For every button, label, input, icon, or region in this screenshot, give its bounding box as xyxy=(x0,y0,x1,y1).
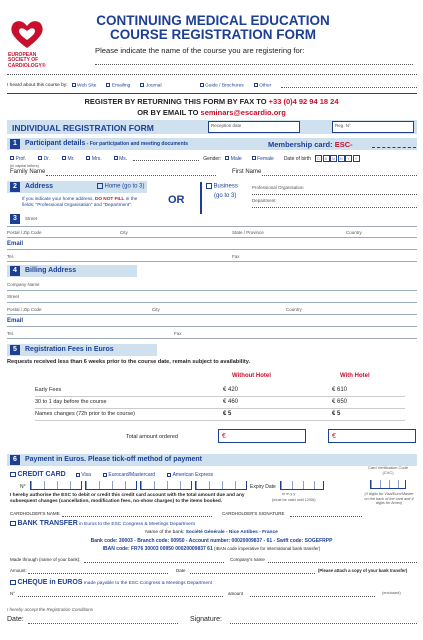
card-digits-group[interactable] xyxy=(140,481,192,490)
section5-num xyxy=(10,345,20,355)
title-mrs[interactable] xyxy=(86,156,101,162)
date-field[interactable] xyxy=(28,623,178,624)
dob-box[interactable]: D xyxy=(323,155,330,162)
cheque-option[interactable] xyxy=(10,579,82,586)
title-mr[interactable] xyxy=(62,156,74,162)
bank-transfer-option[interactable] xyxy=(10,520,78,527)
checkbox-icon[interactable] xyxy=(10,521,16,527)
cheque-label: CHEQUE in EUROS xyxy=(17,579,83,586)
divider xyxy=(7,93,417,94)
gender-male[interactable] xyxy=(225,156,241,162)
total-with-field[interactable] xyxy=(328,429,416,443)
billing-country-label: Country xyxy=(286,307,302,312)
heard-web[interactable] xyxy=(72,83,97,89)
accept-conditions: I hereby accept the Registration Conditions xyxy=(7,607,94,612)
street-label: Street xyxy=(25,216,38,221)
bank-name-label: Name of the bank: xyxy=(145,530,186,535)
bank-name-value: Société Générale - Nice Antibes - France xyxy=(185,530,278,535)
checkbox-icon[interactable] xyxy=(103,473,107,477)
home-label: Home (go to 3) xyxy=(104,183,145,190)
section2-number: 2 xyxy=(10,182,20,192)
title-dr-label: Dr. xyxy=(43,155,50,162)
fees-row xyxy=(35,385,405,397)
billing-tel-label: Tel. xyxy=(7,331,15,336)
business-label: Business xyxy=(213,183,238,190)
cheque-sub: made payable to the ESC Congress & Meetings Department xyxy=(82,581,213,586)
checkbox-icon[interactable] xyxy=(86,156,90,160)
title-prof-label: Prof. xyxy=(15,155,27,162)
billing-city-label: City xyxy=(152,307,160,312)
membership-label: Membership card: xyxy=(268,140,333,149)
gender-female-label: Female xyxy=(257,155,274,162)
vertical-divider xyxy=(200,182,202,214)
subtitle: Please indicate the name of the course you are registering for: xyxy=(95,46,305,55)
fax-number: +33 (0)4 92 94 18 24 xyxy=(268,97,339,106)
bank-name-line xyxy=(0,530,423,536)
membership-field[interactable] xyxy=(372,147,416,148)
checkbox-icon[interactable] xyxy=(38,156,42,160)
email-label: Email xyxy=(7,241,24,247)
reg-label: Reg. N° xyxy=(335,123,351,128)
title-dr[interactable] xyxy=(38,156,50,162)
valid-note: (must be valid until 12/06) xyxy=(272,498,316,502)
bank-code-line: Bank code: 30003 - Branch code: 00950 - Account number: 00020009837 - 61 - Swift code: SOGEFRPP xyxy=(90,538,333,544)
authorisation-text: I hereby authorise the ESC to debit or credit this credit card account with the total amount due and any subsequent changes (cancellation, modification fees, no-show charges) to the items booked. xyxy=(10,493,245,504)
city-label: City xyxy=(120,230,128,235)
bank-date-label: Date xyxy=(176,568,186,573)
reg-number-box xyxy=(332,121,414,133)
divider xyxy=(7,290,417,291)
dept-label: Department xyxy=(252,198,276,203)
cvc-label: Card Verification Code (CVC) xyxy=(367,465,409,475)
heard-about-row xyxy=(7,83,417,89)
checkbox-icon[interactable] xyxy=(97,183,103,189)
heard-guide-label: Guide / Brochures xyxy=(205,83,244,89)
signature-label: Signature: xyxy=(190,616,222,623)
checkbox-icon[interactable] xyxy=(200,83,204,87)
home-note xyxy=(22,196,157,208)
dob-box[interactable]: Y xyxy=(345,155,352,162)
cheque-number-field[interactable] xyxy=(18,596,223,597)
billing-fax-label: Fax xyxy=(174,331,182,336)
fees-note: Requests received less than 6 weeks prior to the course date, remain subject to availability. xyxy=(7,359,251,365)
eurocard-option[interactable] xyxy=(103,472,155,478)
without-hotel-header: Without Hotel xyxy=(232,373,271,379)
heard-journal-label: Journal xyxy=(145,83,162,89)
fee-without: € 460 xyxy=(223,399,239,405)
dob-box[interactable]: M xyxy=(338,155,345,162)
note-bold: DO NOT FILL xyxy=(94,196,125,201)
section6-num xyxy=(10,455,20,465)
checkbox-icon[interactable] xyxy=(114,156,118,160)
card-digits-group[interactable] xyxy=(195,481,247,490)
home-option[interactable] xyxy=(97,183,145,191)
heard-web-label: Web Site xyxy=(77,83,97,89)
heard-journal[interactable] xyxy=(140,83,161,89)
fee-without: € 420 xyxy=(223,387,239,393)
section2-title: Address xyxy=(25,183,54,190)
section3-num xyxy=(10,214,20,224)
fee-label: Early Fees xyxy=(35,387,62,393)
section2-num xyxy=(10,182,20,192)
title-prof[interactable] xyxy=(10,156,26,162)
checkbox-icon[interactable] xyxy=(254,83,258,87)
fee-label: 30 to 1 day before the course xyxy=(35,399,107,405)
email-address[interactable]: seminars@escardio.org xyxy=(200,108,286,117)
iban-line xyxy=(0,546,423,552)
title-line2: COURSE REGISTRATION FORM xyxy=(109,27,316,42)
amex-label: American Express xyxy=(172,472,214,479)
section5-title: Registration Fees in Euros xyxy=(25,346,114,353)
bank-transfer-sub: in Euros to the ESC Congress & Meetings Department xyxy=(77,522,195,527)
eurocard-label: Eurocard/Mastercard xyxy=(108,472,156,479)
mmyy-hint: m m y y xyxy=(282,492,296,496)
first-name-label: First Name xyxy=(232,169,262,175)
heard-guide[interactable] xyxy=(200,83,244,89)
dob-box[interactable]: D xyxy=(315,155,322,162)
logo-line1: EUROPEAN xyxy=(8,52,37,58)
section4-num xyxy=(10,266,20,276)
checkbox-icon[interactable] xyxy=(167,473,171,477)
heard-other[interactable] xyxy=(254,83,272,89)
title-mr-label: Mr. xyxy=(67,155,75,162)
indiv-title: INDIVIDUAL REGISTRATION FORM xyxy=(12,123,154,133)
cheque-row xyxy=(10,579,212,587)
logo-line3: CARDIOLOGY® xyxy=(8,62,46,69)
first-name-field[interactable] xyxy=(262,175,417,176)
attach-note: (Please attach a copy of your bank transfer) xyxy=(318,568,408,573)
state-label: State / Province xyxy=(232,230,264,235)
email-line xyxy=(0,108,423,117)
credit-card-row xyxy=(10,471,213,479)
cardholder-signature-field[interactable] xyxy=(290,516,362,517)
gender-female[interactable] xyxy=(252,156,274,162)
title-mrs-label: Mrs. xyxy=(91,155,102,162)
fax-line xyxy=(0,97,423,106)
fees-row xyxy=(35,409,405,421)
email-text: OR BY EMAIL TO xyxy=(137,108,201,117)
checkbox-icon[interactable] xyxy=(140,83,144,87)
heard-label: I heard about this course by: xyxy=(7,83,68,89)
membership-code: ESC- xyxy=(334,140,353,149)
section6-title: Payment in Euros. Please tick-off method of payment xyxy=(25,456,202,463)
divider xyxy=(7,338,417,339)
billing-email-label: Email xyxy=(7,318,24,324)
note-part: in the xyxy=(124,196,138,201)
heard-other-label: Other xyxy=(259,83,272,89)
title-gender-row xyxy=(10,155,417,162)
expiry-label: Expiry Date xyxy=(250,484,276,490)
expiry-boxes[interactable] xyxy=(280,481,324,490)
gender-male-label: Male xyxy=(230,155,242,162)
fax-label: Fax xyxy=(232,254,240,259)
section3-number: 3 xyxy=(10,214,20,224)
business-go: (go to 3) xyxy=(214,193,237,199)
checkbox-icon[interactable] xyxy=(72,83,76,87)
membership-card xyxy=(268,140,353,149)
fee-with: € 5 xyxy=(332,411,341,417)
heard-emailing-label: Emailing xyxy=(111,83,131,89)
note-part: If you indicate your home address, xyxy=(22,196,95,201)
heard-other-field[interactable] xyxy=(281,84,417,88)
cardholder-name-field[interactable] xyxy=(62,516,212,517)
cvc-note: (3 digits for Visa/Euro/Master on the back of the card and 4 digits for Amex) xyxy=(364,492,414,506)
gender-label: Gender: xyxy=(203,155,222,162)
fee-with: € 650 xyxy=(332,399,348,405)
divider xyxy=(7,302,417,303)
reception-label: Reception date xyxy=(211,123,242,128)
cheque-amount-label: amount xyxy=(228,591,244,596)
card-number-boxes[interactable] xyxy=(30,481,247,490)
fees-row xyxy=(35,397,405,409)
or-label: OR xyxy=(168,194,185,206)
cvc-boxes[interactable] xyxy=(370,480,406,489)
checkbox-icon[interactable] xyxy=(252,156,256,160)
checkbox-icon[interactable] xyxy=(225,156,229,160)
billing-street-label: Street xyxy=(7,294,20,299)
tel-label: Tel. xyxy=(7,254,15,259)
section5-number: 5 xyxy=(10,345,20,355)
visa-label: Visa xyxy=(81,472,91,479)
family-name-label: Family Name xyxy=(10,169,46,175)
card-digits-group[interactable] xyxy=(85,481,137,490)
checkbox-icon[interactable] xyxy=(62,156,66,160)
company-name-field[interactable] xyxy=(268,562,417,563)
title-line1: CONTINUING MEDICAL EDUCATION xyxy=(96,13,330,28)
title-other-field[interactable] xyxy=(133,157,199,161)
divider xyxy=(7,314,417,315)
cardholder-signature-label: CARDHOLDER'S SIGNATURE xyxy=(222,511,285,516)
caps-note: (in capital letters) xyxy=(10,164,39,168)
title-ms-label: Ms. xyxy=(119,155,128,162)
euro-symbol: € xyxy=(222,433,226,440)
form-title xyxy=(88,14,338,42)
divider xyxy=(7,326,417,327)
made-through-label: Made through (name of your bank): xyxy=(10,557,81,562)
section6-number: 6 xyxy=(10,455,20,465)
enclosed-note: (enclosed) xyxy=(382,590,401,595)
title-ms[interactable] xyxy=(114,156,128,162)
course-name-field[interactable] xyxy=(95,64,413,65)
euro-symbol: € xyxy=(332,433,336,440)
section1-num xyxy=(10,139,20,149)
amount-label: Amount: xyxy=(10,568,27,573)
checkbox-icon[interactable] xyxy=(10,580,16,586)
iban-code: IBAN code: FR76 30003 00950 00020009837 61 xyxy=(102,546,213,552)
section1-title xyxy=(25,140,188,148)
divider xyxy=(7,261,417,262)
logo-line2: SOCIETY OF xyxy=(8,57,39,64)
checkbox-icon[interactable] xyxy=(10,156,14,160)
iban-note: (IBAN code imperative for international bank transfer) xyxy=(212,546,321,551)
credit-card-label: CREDIT CARD xyxy=(17,471,66,478)
note-part: fields: "Professional Organisation" and "Department". xyxy=(22,202,133,207)
company-name-label: Company's name xyxy=(230,557,265,562)
family-name-field[interactable] xyxy=(46,175,216,176)
made-through-field[interactable] xyxy=(84,562,224,563)
country-label: Country xyxy=(346,230,362,235)
cardholder-name-label: CARDHOLDER'S NAME xyxy=(10,511,60,516)
divider xyxy=(7,249,417,250)
card-digits-group[interactable] xyxy=(30,481,82,490)
checkbox-icon[interactable] xyxy=(206,183,212,189)
with-hotel-header: With Hotel xyxy=(340,373,370,379)
card-number-label: N° xyxy=(20,484,26,490)
prof-org-label: Professional Organisation xyxy=(252,185,304,190)
amount-field[interactable] xyxy=(28,573,168,574)
divider xyxy=(7,237,417,238)
s1-title-text: Participant details xyxy=(25,140,86,147)
section1-number: 1 xyxy=(10,139,20,149)
cheque-number-label: N° xyxy=(10,591,16,596)
section4-number: 4 xyxy=(10,266,20,276)
course-name-field-2[interactable] xyxy=(7,74,417,75)
fees-table xyxy=(35,385,405,421)
reception-date-box xyxy=(208,121,300,133)
postal-label: Postal / Zip Code xyxy=(7,230,42,235)
bank-transfer-row xyxy=(10,520,195,528)
heard-emailing[interactable] xyxy=(106,83,130,89)
heart-logo-icon xyxy=(10,19,44,49)
signature-field[interactable] xyxy=(230,623,417,624)
fee-with: € 610 xyxy=(332,387,348,393)
fee-label: Names changes (72h prior to the course) xyxy=(35,411,135,417)
checkbox-icon[interactable] xyxy=(106,83,110,87)
credit-card-option[interactable] xyxy=(10,471,66,479)
company-label: Company Name xyxy=(7,282,40,287)
dob-label: Date of birth xyxy=(283,155,312,162)
dob-box[interactable]: M xyxy=(330,155,337,162)
bank-transfer-label: BANK TRANSFER xyxy=(17,520,78,527)
date-label: Date: xyxy=(7,616,24,623)
total-label: Total amount ordered xyxy=(126,434,178,440)
dob-boxes[interactable] xyxy=(315,155,360,162)
amex-option[interactable] xyxy=(167,472,213,478)
cheque-amount-field[interactable] xyxy=(250,596,375,597)
fee-without: € 5 xyxy=(223,411,232,417)
prof-org-field[interactable] xyxy=(252,194,417,195)
dob-box[interactable]: Y xyxy=(353,155,360,162)
checkbox-icon[interactable] xyxy=(10,472,16,478)
divider xyxy=(7,226,417,227)
section4-title: Billing Address xyxy=(25,267,77,274)
visa-option[interactable] xyxy=(76,472,91,478)
s1-sub-text: - For participation and meeting documents xyxy=(85,141,189,147)
billing-postal-label: Postal / Zip Code xyxy=(7,307,42,312)
dept-field[interactable] xyxy=(252,207,417,208)
business-option[interactable] xyxy=(206,183,238,191)
checkbox-icon[interactable] xyxy=(76,473,80,477)
esc-logo xyxy=(8,19,68,69)
fax-text: REGISTER BY RETURNING THIS FORM BY FAX TO xyxy=(84,97,269,106)
bank-date-field[interactable] xyxy=(190,573,315,574)
total-without-field[interactable] xyxy=(218,429,306,443)
